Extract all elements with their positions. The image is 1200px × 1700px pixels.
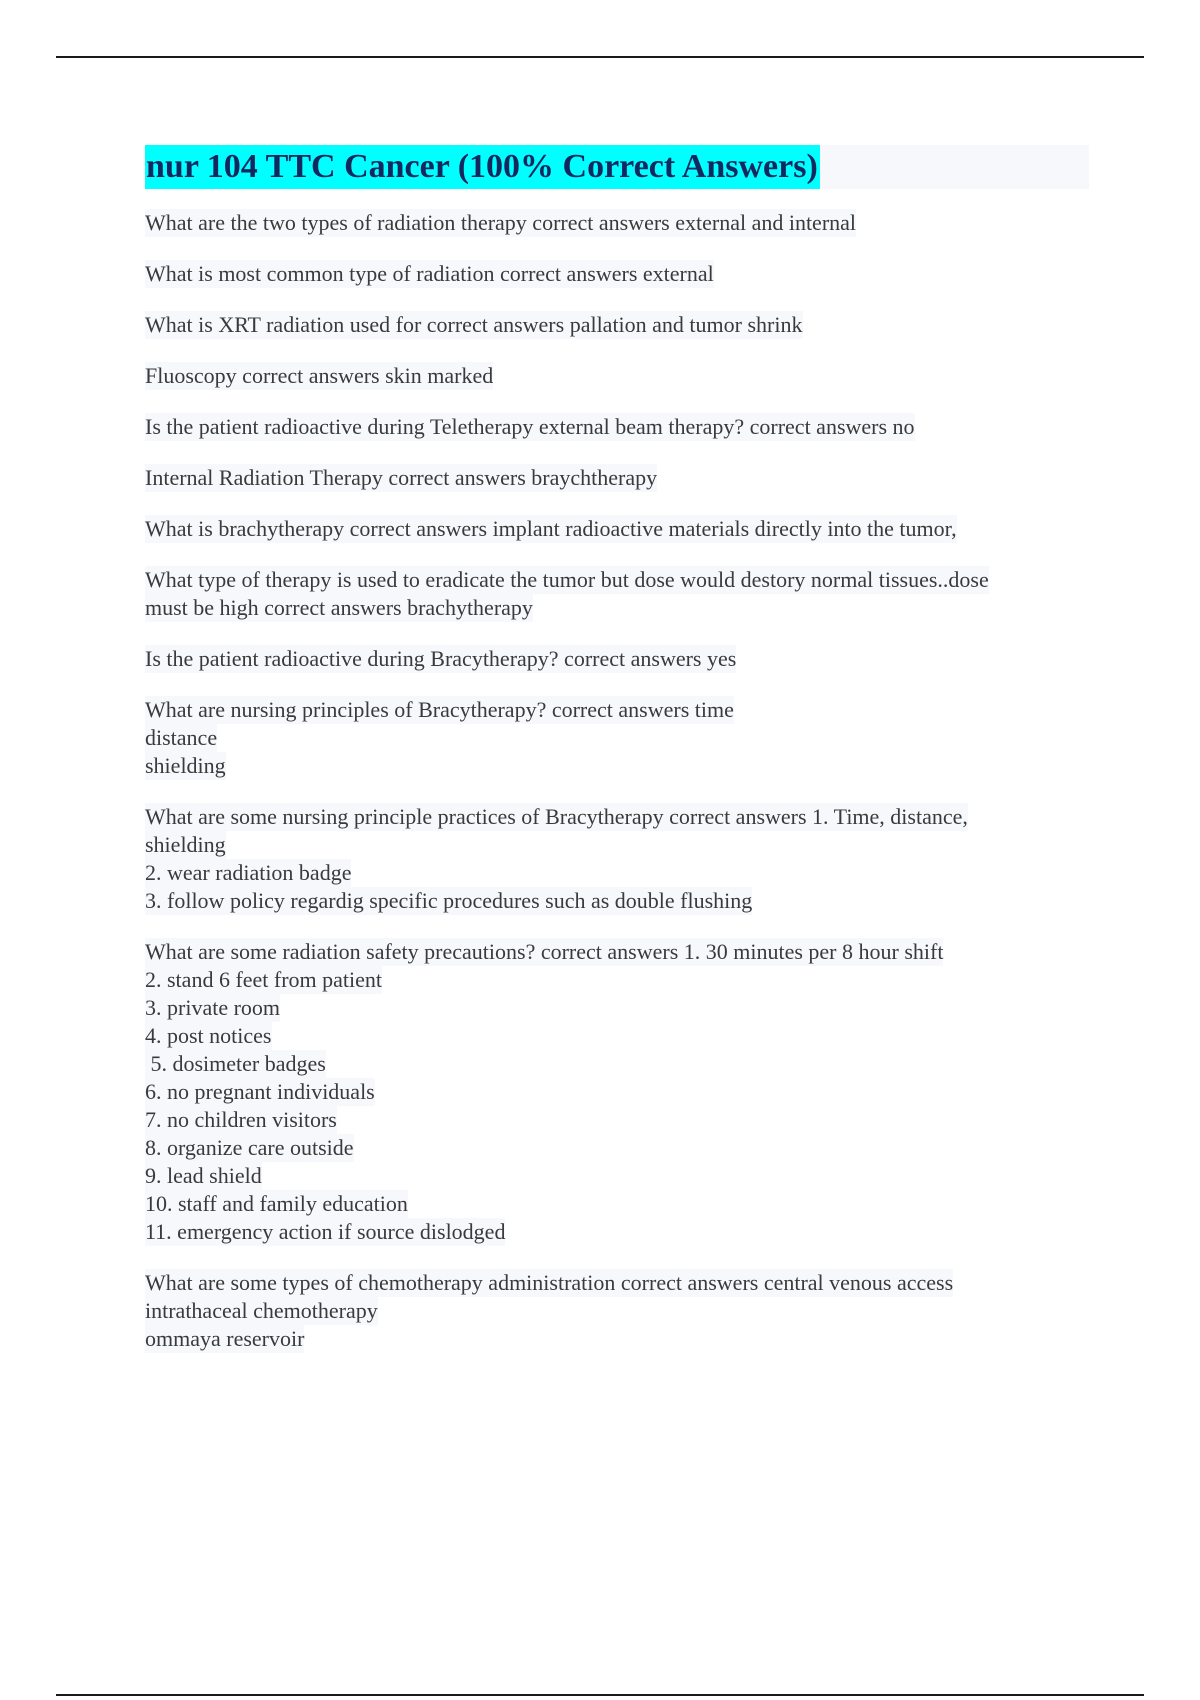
qa-question-line: What is XRT radiation used for correct answers pallation and tumor shrink — [145, 312, 803, 337]
qa-answer-line: 2. stand 6 feet from patient — [145, 967, 383, 992]
qa-question-line: What are some nursing principle practices of Bracytherapy correct answers 1. Time, distance, — [145, 804, 968, 829]
qa-entry — [145, 645, 1089, 673]
qa-answer-line: shielding — [145, 832, 226, 857]
qa-list — [145, 209, 1089, 1353]
qa-answer-line: 3. private room — [145, 995, 281, 1020]
qa-answer-line: 9. lead shield — [145, 1163, 262, 1188]
qa-question-line: Is the patient radioactive during Teletherapy external beam therapy? correct answers no — [145, 414, 915, 439]
qa-answer-line: 2. wear radiation badge — [145, 860, 352, 885]
qa-entry — [145, 413, 1089, 441]
qa-answer-line: shielding — [145, 753, 226, 778]
title-band — [145, 145, 1089, 189]
qa-entry — [145, 803, 1089, 915]
qa-question-line: Internal Radiation Therapy correct answers braychtherapy — [145, 465, 658, 490]
qa-answer-line: 5. dosimeter badges — [145, 1051, 326, 1076]
qa-question-line: What are some types of chemotherapy administration correct answers central venous access — [145, 1270, 954, 1295]
qa-question-line: What type of therapy is used to eradicate the tumor but dose would destory normal tissues..dose — [145, 567, 989, 592]
document-title: nur 104 TTC Cancer (100% Correct Answers) — [145, 145, 820, 189]
qa-answer-line: 7. no children visitors — [145, 1107, 337, 1132]
qa-entry — [145, 1269, 1089, 1353]
qa-question-line: What is most common type of radiation correct answers external — [145, 261, 714, 286]
qa-answer-line: intrathaceal chemotherapy — [145, 1298, 378, 1323]
qa-answer-line: 4. post notices — [145, 1023, 272, 1048]
qa-question-line: What are some radiation safety precautions? correct answers 1. 30 minutes per 8 hour shift — [145, 939, 944, 964]
qa-entry — [145, 311, 1089, 339]
qa-entry — [145, 362, 1089, 390]
qa-entry — [145, 464, 1089, 492]
qa-answer-line: ommaya reservoir — [145, 1326, 305, 1351]
qa-entry — [145, 566, 1089, 622]
qa-question-line: What are the two types of radiation therapy correct answers external and internal — [145, 210, 857, 235]
qa-entry — [145, 209, 1089, 237]
qa-question-line: What are nursing principles of Bracytherapy? correct answers time — [145, 697, 734, 722]
qa-question-line: Is the patient radioactive during Bracytherapy? correct answers yes — [145, 646, 737, 671]
qa-entry — [145, 696, 1089, 780]
qa-question-line: What is brachytherapy correct answers implant radioactive materials directly into the tumor, — [145, 516, 957, 541]
qa-answer-line: 3. follow policy regardig specific procedures such as double flushing — [145, 888, 753, 913]
qa-answer-line: 10. staff and family education — [145, 1191, 408, 1216]
document-body — [145, 145, 1089, 1376]
top-rule — [56, 56, 1144, 58]
qa-entry — [145, 938, 1089, 1246]
qa-answer-line: 8. organize care outside — [145, 1135, 354, 1160]
bottom-rule — [56, 1694, 1144, 1696]
qa-entry — [145, 515, 1089, 543]
qa-answer-line: must be high correct answers brachytherapy — [145, 595, 533, 620]
qa-entry — [145, 260, 1089, 288]
qa-answer-line: 11. emergency action if source dislodged — [145, 1219, 506, 1244]
qa-answer-line: 6. no pregnant individuals — [145, 1079, 375, 1104]
qa-answer-line: distance — [145, 725, 218, 750]
qa-question-line: Fluoscopy correct answers skin marked — [145, 363, 494, 388]
